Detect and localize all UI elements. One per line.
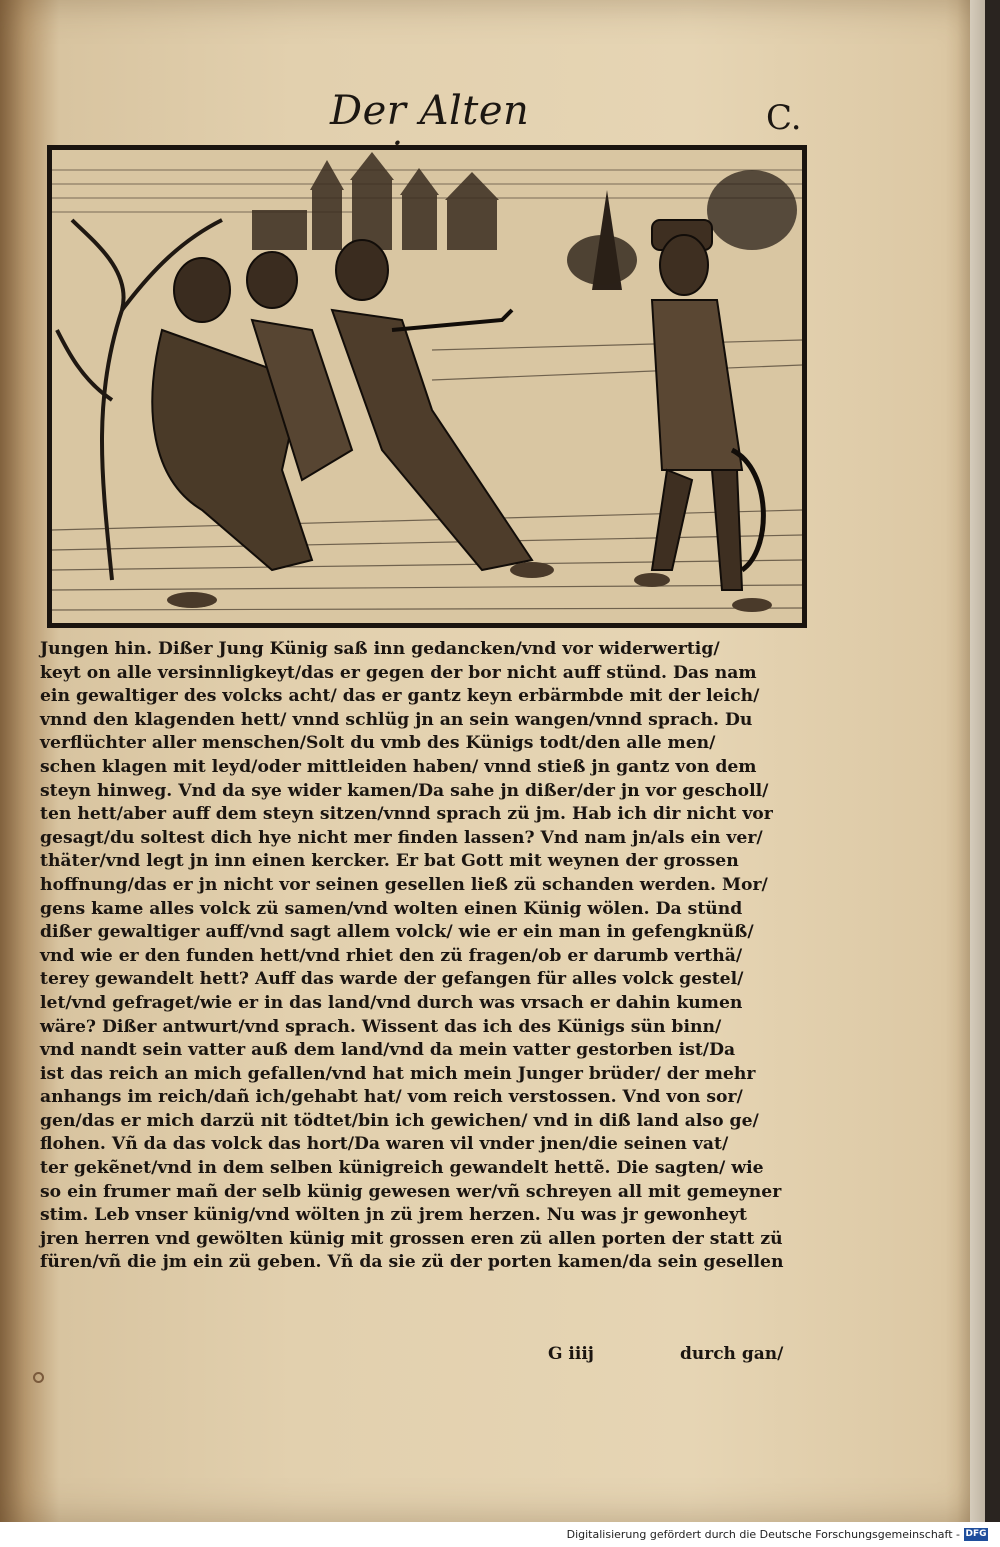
text-line: stim. Leb vnser künig/vnd wölten jn zü jrem herzen. Nu was jr gewonheyt: [40, 1205, 747, 1226]
text-line: terey gewandelt hett? Auff das warde der gefangen für alles volck gestel/: [40, 969, 744, 990]
text-line: hoffnung/das er jn nicht vor seinen gesellen ließ zü schanden werden. Mor/: [40, 874, 768, 895]
text-line: keyt on alle versinnligkeyt/das er gegen der bor nicht auff stünd. Das nam: [40, 662, 757, 683]
text-line: ten hett/aber auff dem steyn sitzen/vnnd sprach zü jm. Hab ich dir nicht vor: [40, 804, 773, 825]
text-line: dißer gewaltiger auff/vnd sagt allem volck/ wie er ein man in gefengknüß/: [40, 922, 754, 943]
folio-number: C.: [766, 98, 802, 138]
catchword: durch gan/: [680, 1344, 784, 1364]
dfg-logo-icon: DFG: [965, 1529, 987, 1539]
text-line: flohen. Vñ da das volck das hort/Da waren vil vnder jnen/die seinen vat/: [40, 1134, 729, 1155]
page-footer: [40, 1342, 800, 1370]
text-line: so ein frumer mañ der selb künig gewesen wer/vñ schreyen all mit gemeyner: [40, 1181, 782, 1202]
text-line: ter gekẽnet/vnd in dem selben künigreich gewandelt hettẽ. Die sagten/ wie: [40, 1158, 764, 1179]
text-line: jren herren vnd gewölten künig mit grossen eren zü allen porten der statt zü: [40, 1228, 783, 1249]
text-line: let/vnd gefraget/wie er in das land/vnd durch was vrsach er dahin kumen: [40, 992, 743, 1013]
text-line: Jungen hin. Dißer Jung Künig saß inn gedancken/vnd vor widerwertig/: [40, 639, 720, 659]
text-line: verflüchter aller menschen/Solt du vmb des Künigs todt/den alle men/: [40, 733, 716, 754]
woodcut-illustration-icon: [52, 150, 802, 623]
text-line: gesagt/du soltest dich hye nicht mer finden lassen? Vnd nam jn/als ein ver/: [40, 827, 763, 848]
text-line: gens kame alles volck zü samen/vnd wolten einen Künig wölen. Da stünd: [40, 898, 743, 919]
text-line: vnd nandt sein vatter auß dem land/vnd da mein vatter gestorben ist/Da: [40, 1040, 736, 1061]
text-line: füren/vñ die jm ein zü geben. Vñ da sie zü der porten kamen/da sein gesellen: [40, 1252, 784, 1273]
text-line: schen klagen mit leyd/oder mittleiden haben/ vnnd stieß jn gantz von dem: [40, 756, 757, 777]
body-text: [40, 638, 800, 1275]
text-line: anhangs im reich/dañ ich/gehabt hat/ vom reich verstossen. Vnd von sor/: [40, 1087, 743, 1108]
text-line: steyn hinweg. Vnd da sye wider kamen/Da sahe jn dißer/der jn vor gescholl/: [40, 780, 769, 801]
text-line: vnd wie er den funden hett/vnd rhiet den zü fragen/ob er darumb verthä/: [40, 945, 743, 966]
funding-credit: Digitalisierung gefördert durch die Deutsche Forschungsgemeinschaft -: [566, 1528, 960, 1541]
paper-hole-icon: [33, 1372, 44, 1383]
text-line: ein gewaltiger des volcks acht/ das er gantz keyn erbärmbde mit der leich/: [40, 686, 760, 707]
woodcut-illustration: [47, 145, 807, 628]
running-title: Der Alten: [330, 88, 530, 134]
text-line: vnnd den klagenden hett/ vnnd schlüg jn an sein wangen/vnnd sprach. Du: [40, 709, 753, 730]
text-line: ist das reich an mich gefallen/vnd hat mich mein Junger brüder/ der mehr: [40, 1063, 756, 1084]
page-edge: [970, 0, 985, 1522]
signature-mark: G iiij: [548, 1344, 594, 1364]
text-line: thäter/vnd legt jn inn einen kercker. Er bat Gott mit weynen der grossen: [40, 851, 739, 872]
text-line: wäre? Dißer antwurt/vnd sprach. Wissent das ich des Künigs sün binn/: [40, 1016, 722, 1037]
text-line: gen/das er mich darzü nit tödtet/bin ich gewichen/ vnd in diß land also ge/: [40, 1110, 759, 1131]
